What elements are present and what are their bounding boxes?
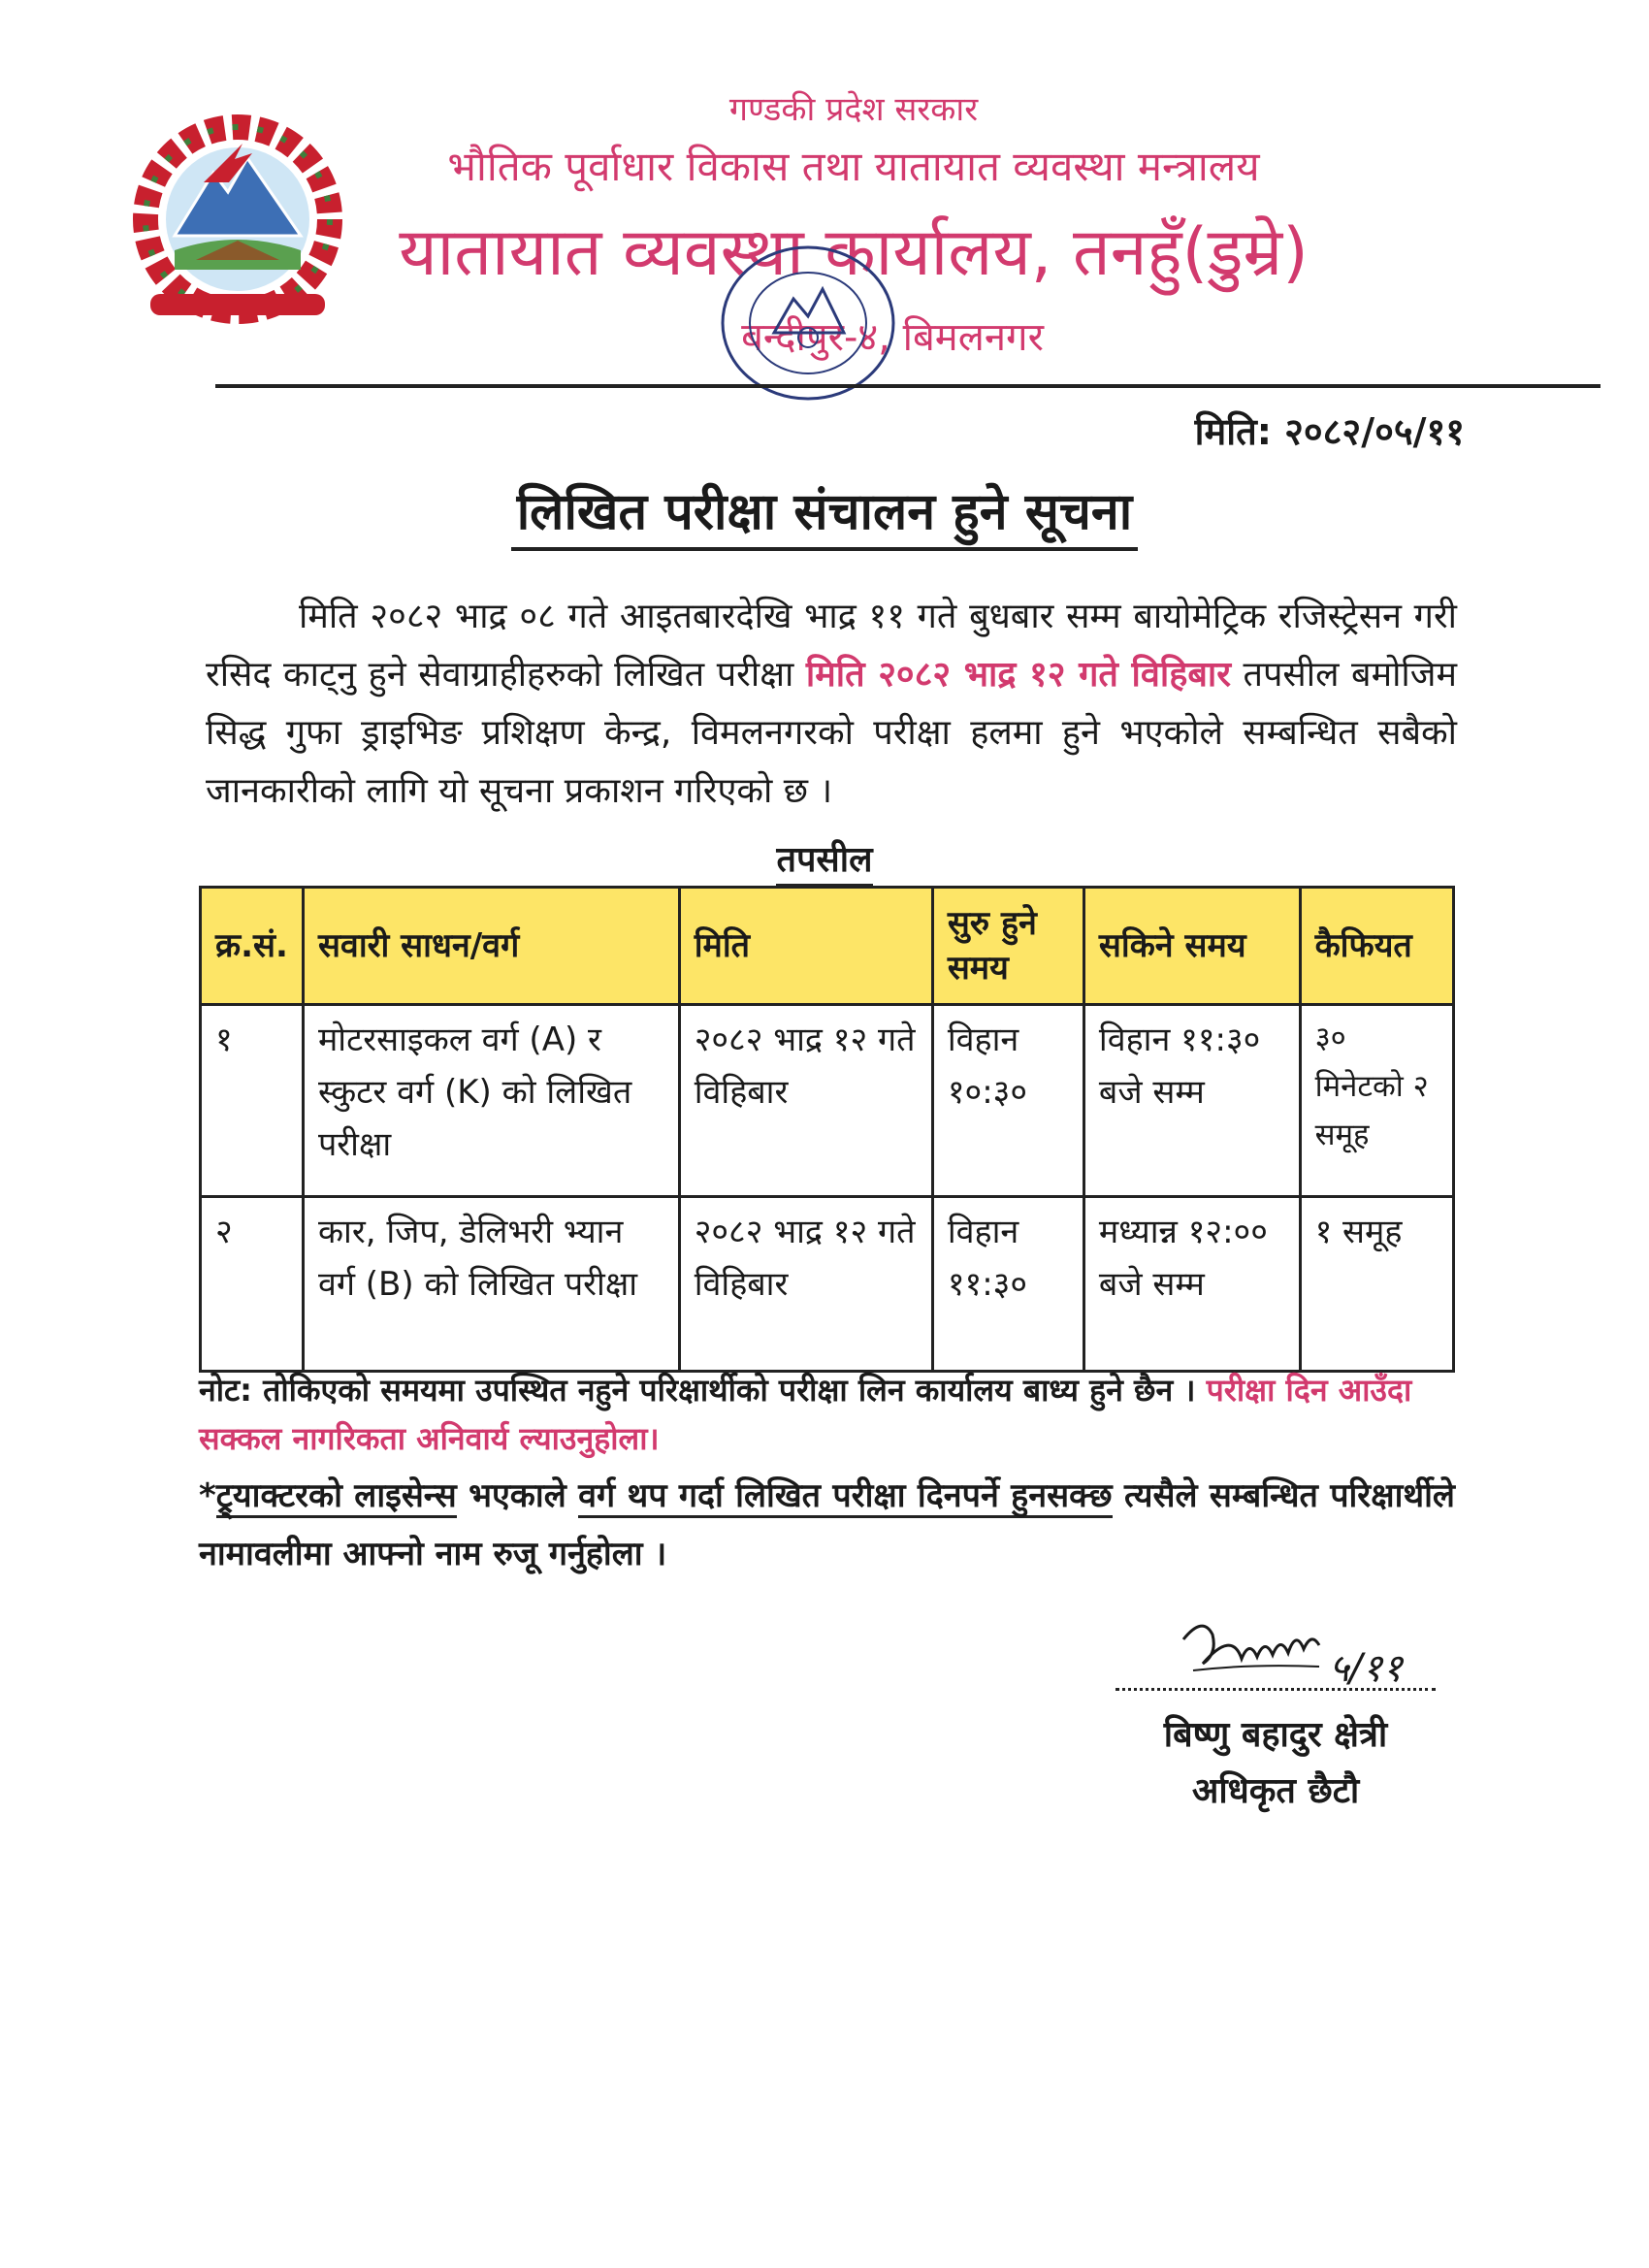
cell-sn: २ — [201, 1197, 304, 1372]
exam-schedule-table — [199, 886, 1455, 1373]
cell-remarks: १ समूह — [1300, 1197, 1453, 1372]
header-date: मिति — [679, 888, 932, 1005]
cell-sn: १ — [201, 1005, 304, 1197]
table-row — [201, 1197, 1454, 1372]
tractor-note-text-2: त्यसैले सम्बन्धित परिक्षार्थीले नामावलीमा आफ्नो नाम रुजू गर्नुहोला । — [199, 1476, 1455, 1573]
cell-remarks: ३० मिनेटको २ समूह — [1300, 1005, 1453, 1197]
table-row — [201, 1005, 1454, 1197]
cell-date: २०८२ भाद्र १२ गते विहिबार — [679, 1197, 932, 1372]
handwritten-signature — [1174, 1610, 1348, 1688]
notice-title — [0, 475, 1649, 544]
header-end: सकिने समय — [1083, 888, 1300, 1005]
signatory-designation: अधिकृत छैटौ — [1191, 1771, 1360, 1811]
notice-title-text: लिखित परीक्षा संचालन हुने सूचना — [511, 483, 1139, 551]
cell-end: मध्यान्न १२:०० बजे सम्म — [1083, 1197, 1300, 1372]
body-text-2: तपसील बमोजिम सिद्ध गुफा ड्राइभिङ प्रशिक्षण केन्द्र, विमलनगरको परीक्षा हलमा हुने भएकोले सम्बन्धित सबैको जानकारीको लागि यो सूचना प्रकाशन गरिएको छ । — [206, 655, 1457, 811]
cell-start: विहान १०:३० — [932, 1005, 1083, 1197]
office-branch: बन्दीपुर-४, बिमलनगर — [741, 315, 1044, 360]
tractor-note-asterisk: * — [199, 1476, 216, 1515]
attendance-note-text: नोट: तोकिएको समयमा उपस्थित नहुने परिक्षार्थीको परीक्षा लिन कार्यालय बाध्य हुने छैन । — [199, 1372, 1207, 1409]
notice-date: मिति: २०८२/०५/११ — [1194, 410, 1465, 453]
government-name: गण्डकी प्रदेश सरकार — [728, 90, 979, 129]
header-start: सुरु हुने समय — [932, 888, 1083, 1005]
cell-vehicle: कार, जिप, डेलिभरी भ्यान वर्ग (B) को लिखित परीक्षा — [303, 1197, 679, 1372]
cell-start: विहान ११:३० — [932, 1197, 1083, 1372]
signatory-name: बिष्णु बहादुर क्षेत्री — [1163, 1715, 1388, 1755]
header-sn: क्र.सं. — [201, 888, 304, 1005]
office-stamp — [716, 241, 900, 405]
signature-date: ५/११ — [1329, 1646, 1403, 1691]
header-divider — [215, 384, 1600, 388]
cell-date: २०८२ भाद्र १२ गते विहिबार — [679, 1005, 932, 1197]
table-header-row — [201, 888, 1454, 1005]
header-vehicle: सवारी साधन/वर्ग — [303, 888, 679, 1005]
annex-title-text: तपसील — [776, 840, 872, 887]
ministry-name: भौतिक पूर्वाधार विकास तथा यातायात व्यवस्था मन्त्रालय — [447, 143, 1260, 190]
cell-vehicle: मोटरसाइकल वर्ग (A) र स्कुटर वर्ग (K) को लिखित परीक्षा — [303, 1005, 679, 1197]
notice-body — [206, 588, 1457, 821]
cell-end: विहान ११:३० बजे सम्म — [1083, 1005, 1300, 1197]
tractor-license-text: ट्र्याक्टरको लाइसेन्स — [216, 1476, 457, 1518]
signature-line — [1116, 1688, 1436, 1691]
category-add-text: वर्ग थप गर्दा लिखित परीक्षा दिनपर्ने हुनसक्छ — [578, 1476, 1113, 1518]
body-text-1: मिति २०८२ भाद्र ०८ गते आइतबारदेखि भाद्र ११ गते बुधबार सम्म बायोमेट्रिक रजिस्ट्रेसन गरी रसिद काट्नु हुने सेवाग्राहीहरुको लिखित परीक्षा — [206, 597, 1457, 695]
attendance-note — [199, 1366, 1455, 1463]
citizenship-note: परीक्षा दिन आउँदा सक्कल नागरिकता अनिवार्य ल्याउनुहोला। — [199, 1372, 1412, 1457]
tractor-note-text-1: भएकाले — [456, 1476, 579, 1515]
header-remarks: कैफियत — [1300, 888, 1453, 1005]
body-exam-date: मिति २०८२ भाद्र १२ गते विहिबार — [805, 655, 1231, 695]
office-name: यातायात व्यवस्था कार्यालय, तनहुँ(डुम्रे) — [399, 214, 1309, 291]
annex-title — [0, 834, 1649, 882]
tractor-note — [199, 1467, 1455, 1583]
